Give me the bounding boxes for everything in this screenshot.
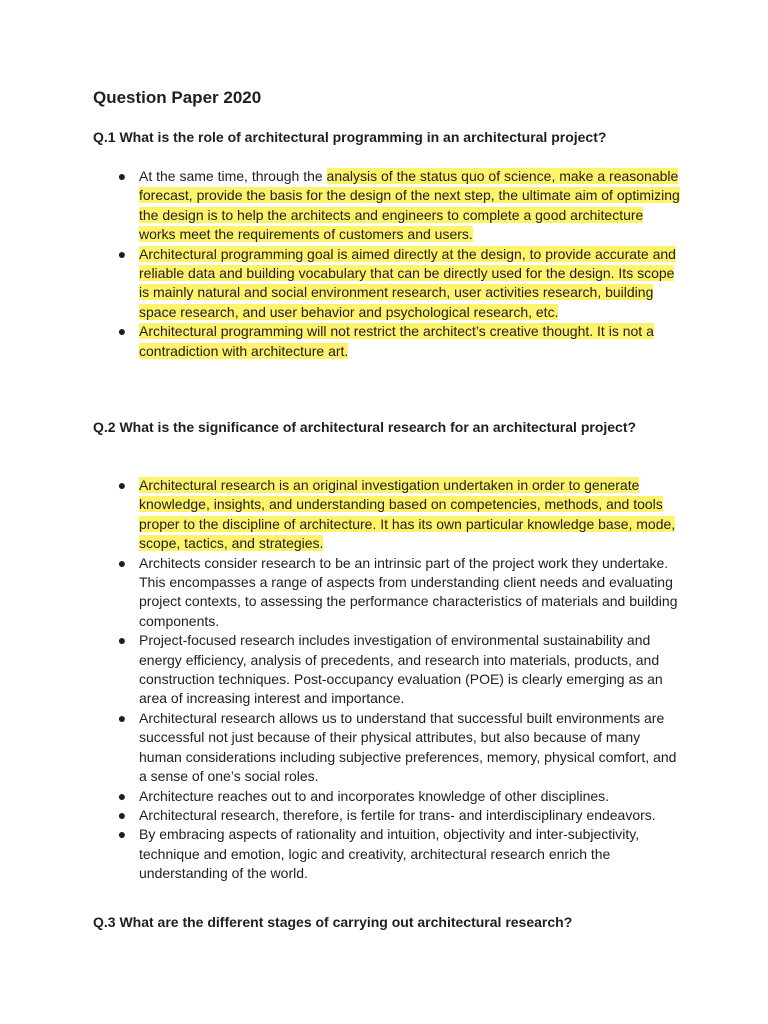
bullet-icon: ● [117, 826, 127, 843]
question-3-heading: Q.3 What are the different stages of carrying out architectural research? [93, 914, 573, 930]
question-1-heading: Q.1 What is the role of architectural programming in an architectural project? [93, 129, 607, 145]
answer-bullet-item [117, 245, 681, 323]
answer-text: Architectural research allows us to understand that successful built environments are successful not just because of their physical attributes, but also because of many human considerations including subjective preferences, memory, physical comfort, and a sense of one’s social roles. [139, 709, 677, 785]
bullet-icon: ● [117, 806, 127, 823]
bullet-icon: ● [117, 632, 127, 649]
bullet-icon: ● [117, 168, 127, 184]
answer-bullet-item [117, 476, 681, 554]
answer-text: At the same time, through the [139, 168, 327, 184]
bullet-icon: ● [117, 323, 127, 340]
answer-bullet-item [117, 322, 681, 361]
highlighted-answer-text: Architectural programming will not restrict the architect’s creative thought. It is not a contradiction with architecture art. [139, 323, 654, 359]
answer-bullet-item [117, 631, 681, 709]
answer-bullet-item [117, 554, 681, 632]
question-2-heading: Q.2 What is the significance of architectural research for an architectural project? [93, 419, 637, 435]
bullet-icon: ● [117, 245, 127, 262]
answer-text: Architects consider research to be an intrinsic part of the project work they undertake. This encompasses a range of aspects from understanding client needs and evaluating project contexts, to assessing the performance characteristics of materials and building components. [139, 554, 678, 629]
bullet-icon: ● [117, 787, 127, 804]
bullet-icon: ● [117, 709, 127, 726]
question-2-answer-list [117, 476, 681, 884]
highlighted-answer-text: Architectural programming goal is aimed directly at the design, to provide accurate and reliable data and building vocabulary that can be directly used for the design. Its scope is mainly natural and social environment research, user activities research, building space research, and user behavior and psychological research, etc. [139, 245, 676, 320]
answer-text: Architectural research, therefore, is fertile for trans- and interdisciplinary endeavors. [139, 806, 656, 823]
answer-bullet-item [117, 709, 681, 787]
highlighted-answer-text: Architectural research is an original investigation undertaken in order to generate knowledge, insights, and understanding based on competencies, methods, and tools proper to the discipline of architecture. It has its own particular knowledge base, mode, scope, tactics, and strategies. [139, 477, 676, 552]
bullet-icon: ● [117, 477, 127, 493]
answer-text: Project-focused research includes investigation of environmental sustainability and energy efficiency, analysis of precedents, and research into materials, products, and construction techniques. Post-occupancy evaluation (POE) is clearly emerging as an area of increasing interest and importance. [139, 632, 663, 707]
page-title: Question Paper 2020 [93, 88, 262, 107]
highlighted-answer-text: analysis of the status quo of science, make a reasonable forecast, provide the basis for the design of the next step, the ultimate aim of optimizing the design is to help the architects and engineers to complete a good architecture works meet the requirements of customers and users. [139, 168, 680, 243]
question-1-answer-list [117, 167, 681, 361]
answer-bullet-item [117, 806, 681, 825]
bullet-icon: ● [117, 554, 127, 571]
answer-text: By embracing aspects of rationality and intuition, objectivity and inter-subjectivity, technique and emotion, logic and creativity, architectural research enrich the understanding of the world. [139, 826, 640, 882]
answer-bullet-item [117, 167, 681, 245]
answer-bullet-item [117, 825, 681, 883]
answer-bullet-item [117, 787, 681, 806]
answer-text: Architecture reaches out to and incorporates knowledge of other disciplines. [139, 787, 610, 804]
